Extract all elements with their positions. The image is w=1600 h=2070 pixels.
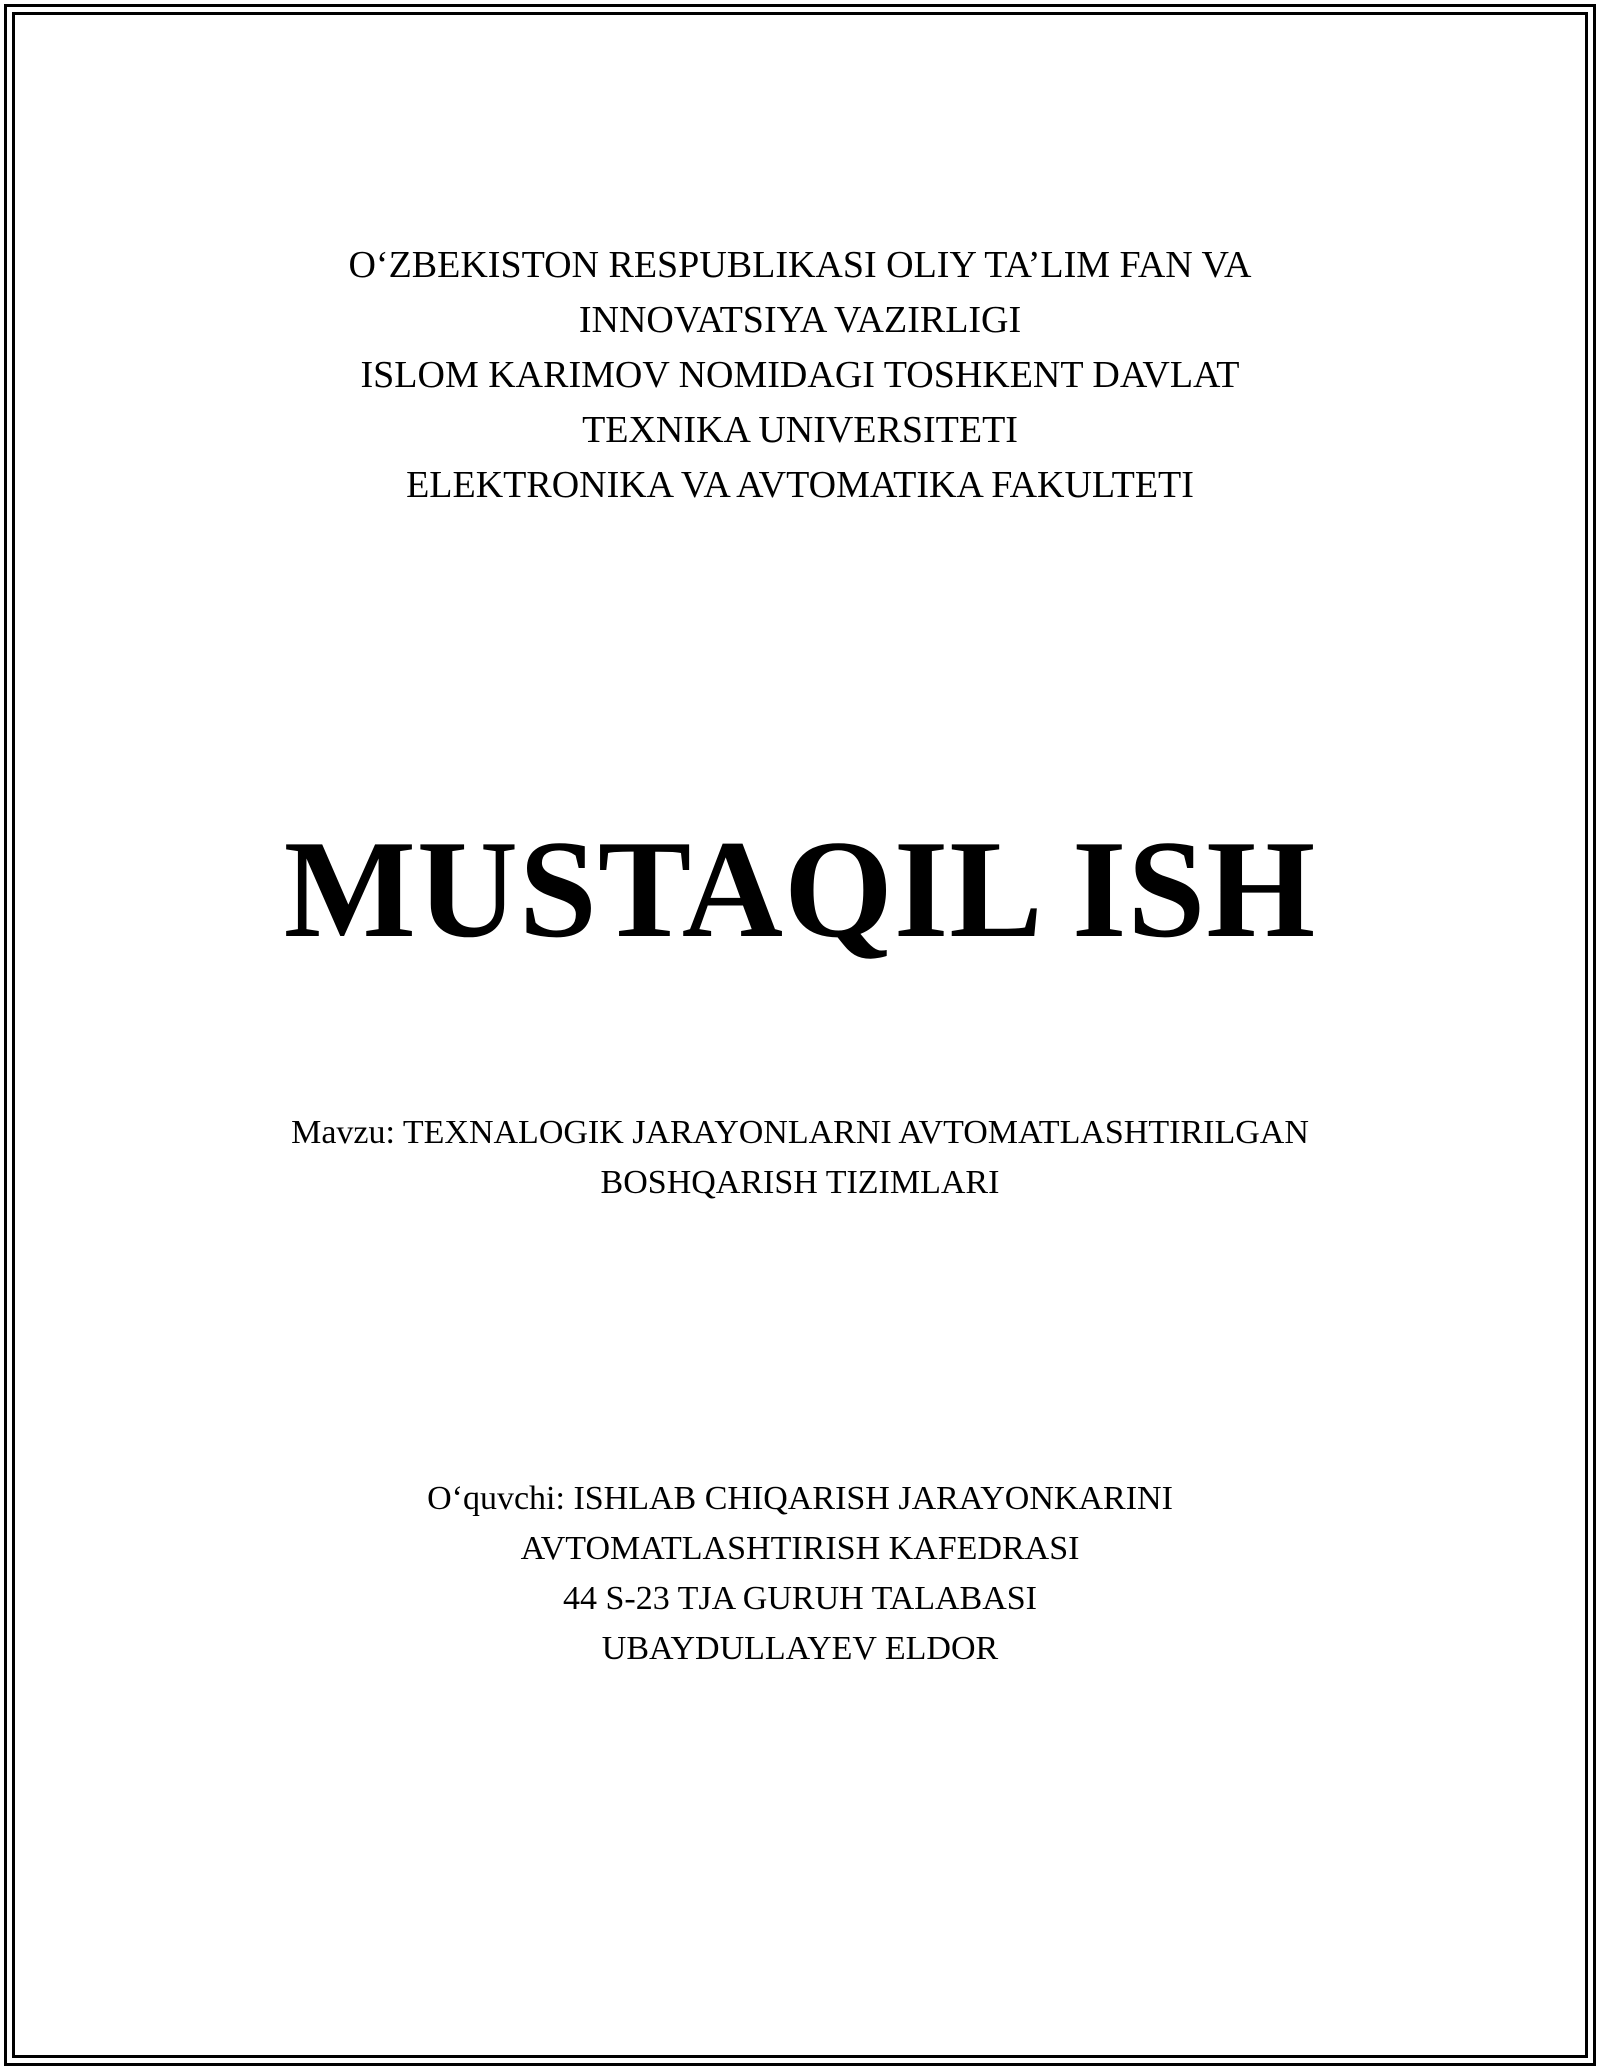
header-line-university: ISLOM KARIMOV NOMIDAGI TOSHKENT DAVLAT: [360, 354, 1240, 396]
student-block: [0, 1474, 1600, 1674]
student-line-name: UBAYDULLAYEV ELDOR: [601, 1630, 999, 1667]
topic-line: Mavzu: TEXNALOGIK JARAYONLARNI AVTOMATLASHTIRILGAN: [291, 1114, 1309, 1151]
topic-line-cont: BOSHQARISH TIZIMLARI: [600, 1164, 1000, 1201]
header-line-ministry: O‘ZBEKISTON RESPUBLIKASI OLIY TA’LIM FAN VA: [348, 244, 1252, 286]
header-line-ministry-cont: INNOVATSIYA VAZIRLIGI: [578, 299, 1022, 341]
header-line-faculty: ELEKTRONIKA VA AVTOMATIKA FAKULTETI: [406, 464, 1194, 506]
student-line-department-cont: AVTOMATLASHTIRISH KAFEDRASI: [520, 1530, 1080, 1567]
student-line-department: O‘quvchi: ISHLAB CHIQARISH JARAYONKARINI: [427, 1480, 1173, 1517]
document-title: MUSTAQIL ISH: [283, 812, 1317, 967]
topic-block: [0, 1108, 1600, 1208]
institution-header: [0, 238, 1600, 513]
student-line-group: 44 S-23 TJA GURUH TALABASI: [563, 1580, 1037, 1617]
header-line-university-cont: TEXNIKA UNIVERSITETI: [582, 409, 1018, 451]
